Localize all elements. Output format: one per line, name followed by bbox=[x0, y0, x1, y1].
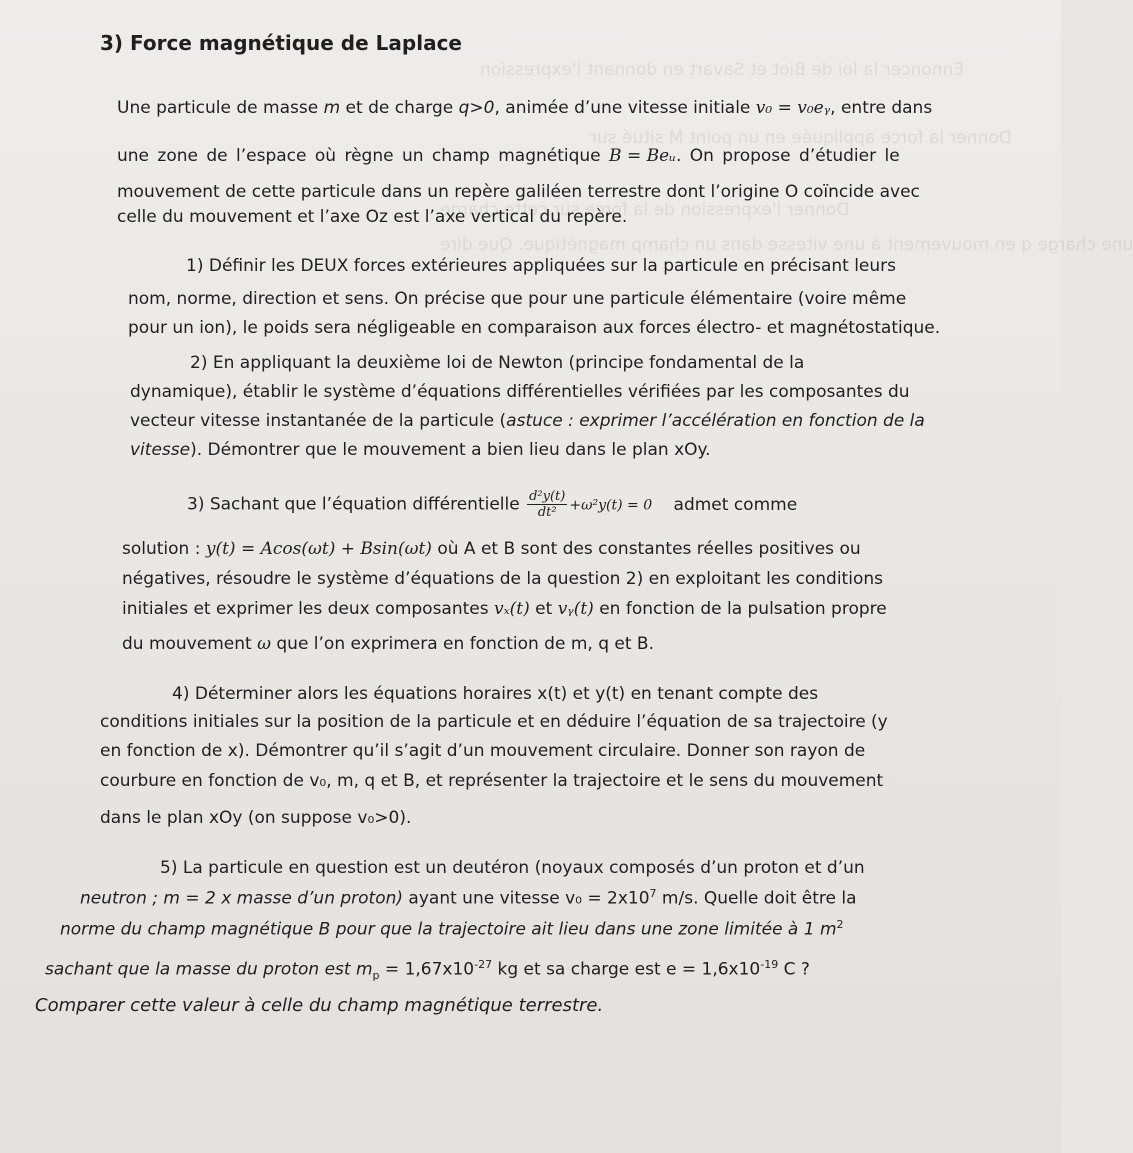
question-1-line-1: 1) Définir les DEUX forces extérieures appliquées sur la particule en précisant leurs bbox=[186, 256, 897, 276]
question-4-line-3: en fonction de x). Démontrer qu’il s’agit d’un mouvement circulaire. Donner son rayon de bbox=[100, 741, 866, 761]
question-1-line-3: pour un ion), le poids sera négligeable en comparaison aux forces électro- et magnétostatique. bbox=[128, 318, 941, 338]
intro-line-2: une zone de l’espace où règne un champ magnétique B = Beᵤ. On propose d’étudier le bbox=[117, 146, 900, 166]
magnetic-field-equation: B = Beᵤ bbox=[609, 146, 676, 166]
question-2-line-4: vitesse). Démontrer que le mouvement a bien lieu dans le plan xOy. bbox=[130, 440, 711, 460]
section-title: 3) Force magnétique de Laplace bbox=[100, 31, 462, 55]
question-3-line-3: négatives, résoudre le système d’équations de la question 2) en exploitant les conditions bbox=[122, 569, 883, 589]
question-5-line-4: sachant que la masse du proton est $m_p = 1,67x10^{-27}$ kg et sa charge est $e = 1,6x10^{-19}$ C ? bbox=[45, 958, 810, 983]
intro-line-1: Une particule de masse m et de charge q>0, animée d’une vitesse initiale v₀ = v₀eᵧ, entre dans bbox=[117, 98, 933, 118]
question-3-line-5: du mouvement ω que l’on exprimera en fonction de m, q et B. bbox=[122, 634, 654, 654]
general-solution-equation: y(t) = Acos(ωt) + Bsin(ωt) bbox=[205, 539, 432, 559]
question-3-line-1: 3) Sachant que l’équation différentielle $\frac{\text{d²y(t)}}{\text{dt²}}$ +ω²y(t) = 0 admet comme bbox=[187, 489, 798, 520]
question-5-line-5: Comparer cette valeur à celle du champ magnétique terrestre. bbox=[35, 995, 604, 1016]
question-3-line-4: initiales et exprimer les deux composantes vₓ(t) et vᵧ(t) en fonction de la pulsation propre bbox=[122, 599, 887, 619]
intro-line-4: celle du mouvement et l’axe Oz est l’axe vertical du repère. bbox=[117, 207, 628, 227]
question-5-line-1: 5) La particule en question est un deutéron (noyaux composés d’un proton et d’un bbox=[160, 858, 865, 878]
question-1-line-2: nom, norme, direction et sens. On précise que pour une particule élémentaire (voire même bbox=[128, 289, 907, 309]
question-4-line-5: dans le plan xOy (on suppose v₀>0). bbox=[100, 808, 412, 828]
question-4-line-4: courbure en fonction de v₀, m, q et B, et représenter la trajectoire et le sens du mouvement bbox=[100, 771, 884, 791]
question-5-line-3: norme du champ magnétique B pour que la trajectoire ait lieu dans une zone limitée à 1 $m^2$ bbox=[60, 918, 844, 940]
initial-velocity-equation: v₀ = v₀eᵧ bbox=[755, 98, 831, 118]
bleed-through-text: Donner la force appliquée en un point M situé sur bbox=[590, 128, 1012, 148]
question-2-line-1: 2) En appliquant la deuxième loi de Newton (principe fondamental de la bbox=[190, 353, 805, 373]
intro-line-3: mouvement de cette particule dans un repère galiléen terrestre dont l’origine O coïncide avec bbox=[117, 182, 920, 202]
question-5-line-2: neutron ; m = 2 x masse d’un proton) ayant une vitesse $v_0 = 2x10^7$ m/s. Quelle doit être la bbox=[80, 887, 857, 909]
question-2-line-3: vecteur vitesse instantanée de la particule (astuce : exprimer l’accélération en fonction de la bbox=[130, 411, 925, 431]
question-4-line-1: 4) Déterminer alors les équations horaires x(t) et y(t) en tenant compte des bbox=[172, 684, 819, 704]
bleed-through-text: une charge q en mouvement à une vitesse dans un champ magnétique. Que dire bbox=[440, 235, 1133, 255]
second-derivative-fraction: $\frac{\text{d²y(t)}}{\text{dt²}}$ bbox=[529, 489, 566, 520]
question-4-line-2: conditions initiales sur la position de la particule et en déduire l’équation de sa trajectoire (y bbox=[100, 712, 888, 732]
bleed-through-text: Donner l'expression de la force sur cette charge bbox=[440, 200, 850, 220]
question-3-line-2: solution : y(t) = Acos(ωt) + Bsin(ωt) où A et B sont des constantes réelles positives ou bbox=[122, 539, 861, 559]
question-2-line-2: dynamique), établir le système d’équations différentielles vérifiées par les composantes du bbox=[130, 382, 910, 402]
bleed-through-text: Ennoncer la loi de Biot et Savart en donnant l'expression bbox=[480, 60, 964, 80]
